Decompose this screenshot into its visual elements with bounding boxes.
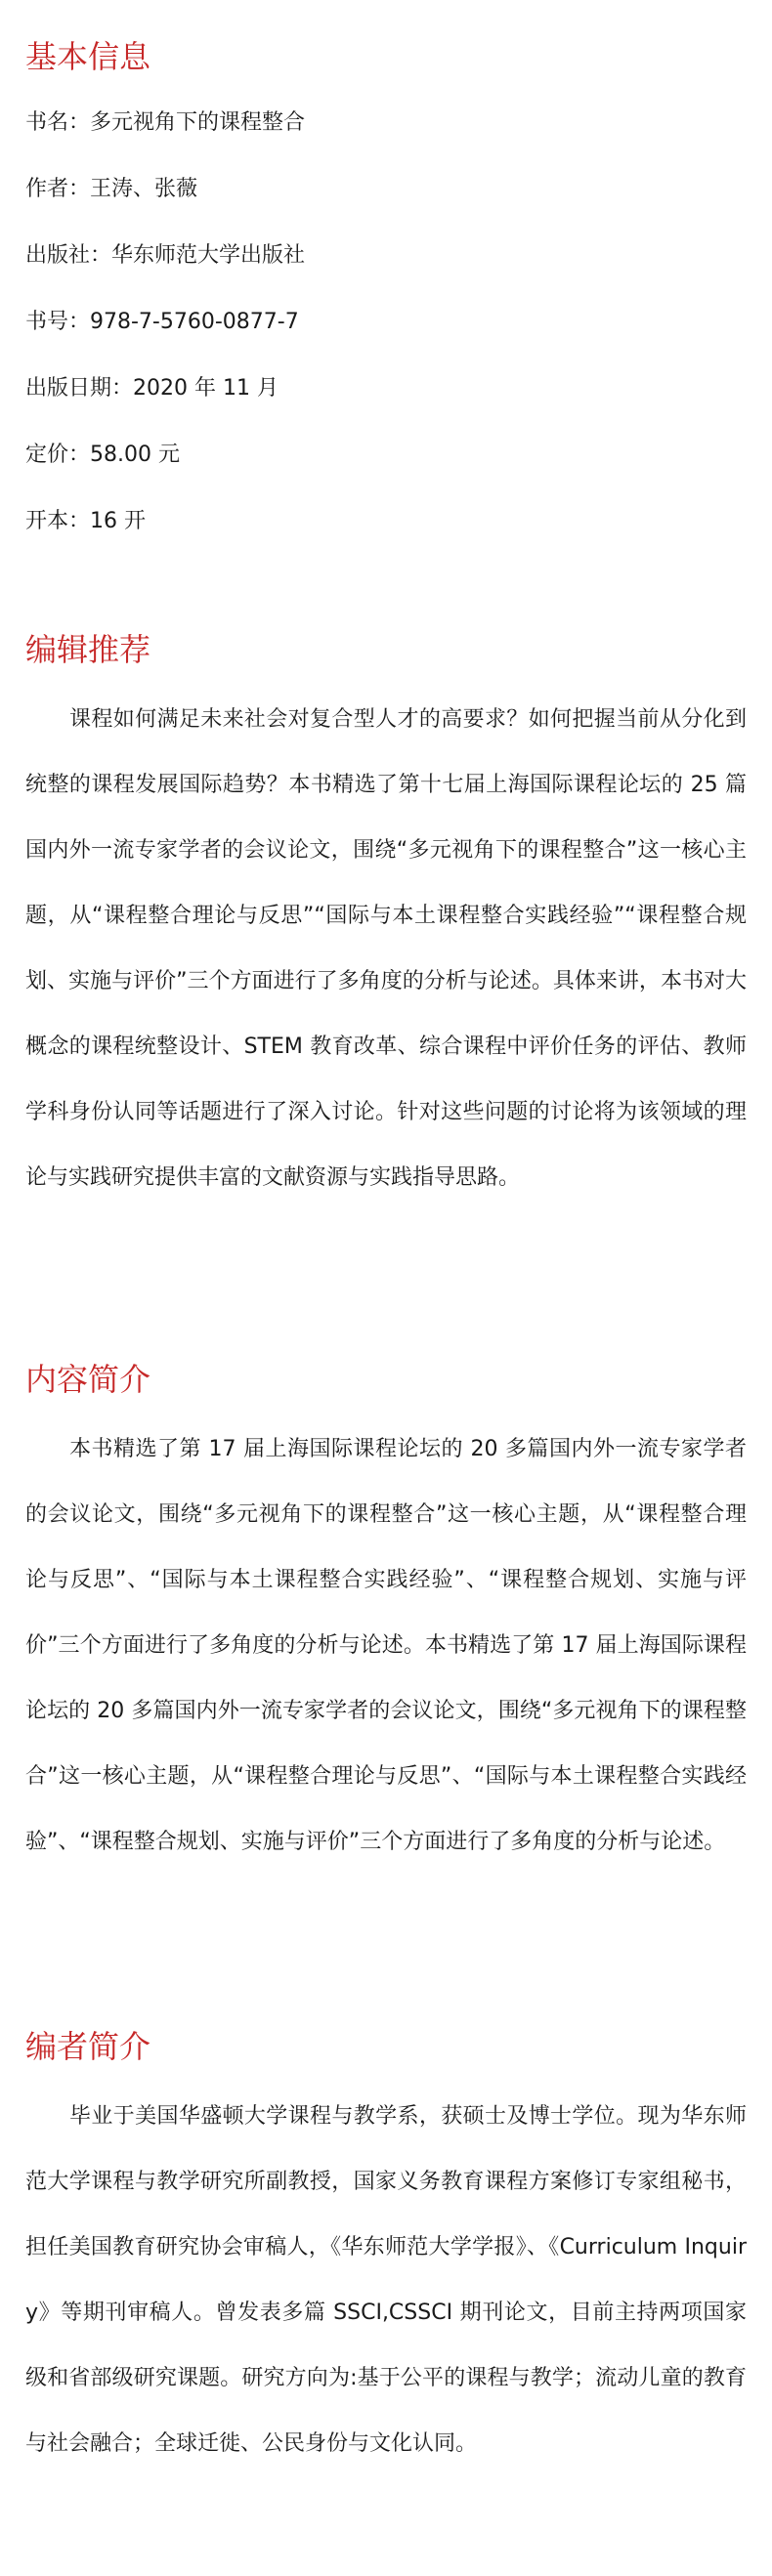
editor-recommendation-section [25,630,747,1210]
info-row-price: 定价：58.00 元 [25,443,180,467]
editor-recommendation-heading: 编辑推荐 [25,631,151,668]
info-row-isbn: 书号：978-7-5760-0877-7 [25,310,299,334]
content-summary-heading: 内容简介 [25,1361,151,1398]
basic-info-section [25,37,747,555]
info-row-format: 开本：16 开 [25,509,146,533]
info-row-author: 作者：王涛、张薇 [25,177,198,201]
editor-bio-heading: 编者简介 [25,2028,151,2065]
info-row-publisher: 出版社：华东师范大学出版社 [25,243,306,268]
editor-bio-text: 毕业于美国华盛顿大学课程与教学系，获硕士及博士学位。现为华东师范大学课程与教学研究所副教授，国家义务教育课程方案修订专家组秘书，担任美国教育研究协会审稿人，《华东师范大学学报》、《Curriculum Inquiry》等期刊审稿人。曾发表多篇 SSCI,CSSCI 期刊论文，目前主持两项国家级和省部级研究课题。研究方向为:基于公平的课程与教学；流动儿童的教育与社会融合；全球迁徙、公民身份与文化认同。 [25,2104,747,2456]
basic-info-list [25,90,747,555]
editor-recommendation-text: 课程如何满足未来社会对复合型人才的高要求？如何把握当前从分化到统整的课程发展国际趋势？本书精选了第十七届上海国际课程论坛的 25 篇国内外一流专家学者的会议论文，围绕“多元视角下的课程整合”这一核心主题，从“课程整合理论与反思”“国际与本土课程整合实践经验”“课程整合规划、实施与评价”三个方面进行了多角度的分析与论述。具体来讲，本书对大概念的课程统整设计、STEM 教育改革、综合课程中评价任务的评估、教师学科身份认同等话题进行了深入讨论。针对这些问题的讨论将为该领域的理论与实践研究提供丰富的文献资源与实践指导思路。 [25,707,747,1190]
basic-info-heading: 基本信息 [25,38,151,75]
content-summary-section [25,1360,747,1875]
editor-bio-section [25,2027,747,2476]
info-row-publish-date: 出版日期：2020 年 11 月 [25,376,279,401]
content-summary-text: 本书精选了第 17 届上海国际课程论坛的 20 多篇国内外一流专家学者的会议论文，围绕“多元视角下的课程整合”这一核心主题，从“课程整合理论与反思”、“国际与本土课程整合实践经验”、“课程整合规划、实施与评价”三个方面进行了多角度的分析与论述。本书精选了第 17 届上海国际课程论坛的 20 多篇国内外一流专家学者的会议论文，围绕“多元视角下的课程整合”这一核心主题，从“课程整合理论与反思”、“国际与本土课程整合实践经验”、“课程整合规划、实施与评价”三个方面进行了多角度的分析与论述。 [25,1437,747,1854]
info-row-title: 书名：多元视角下的课程整合 [25,110,306,135]
